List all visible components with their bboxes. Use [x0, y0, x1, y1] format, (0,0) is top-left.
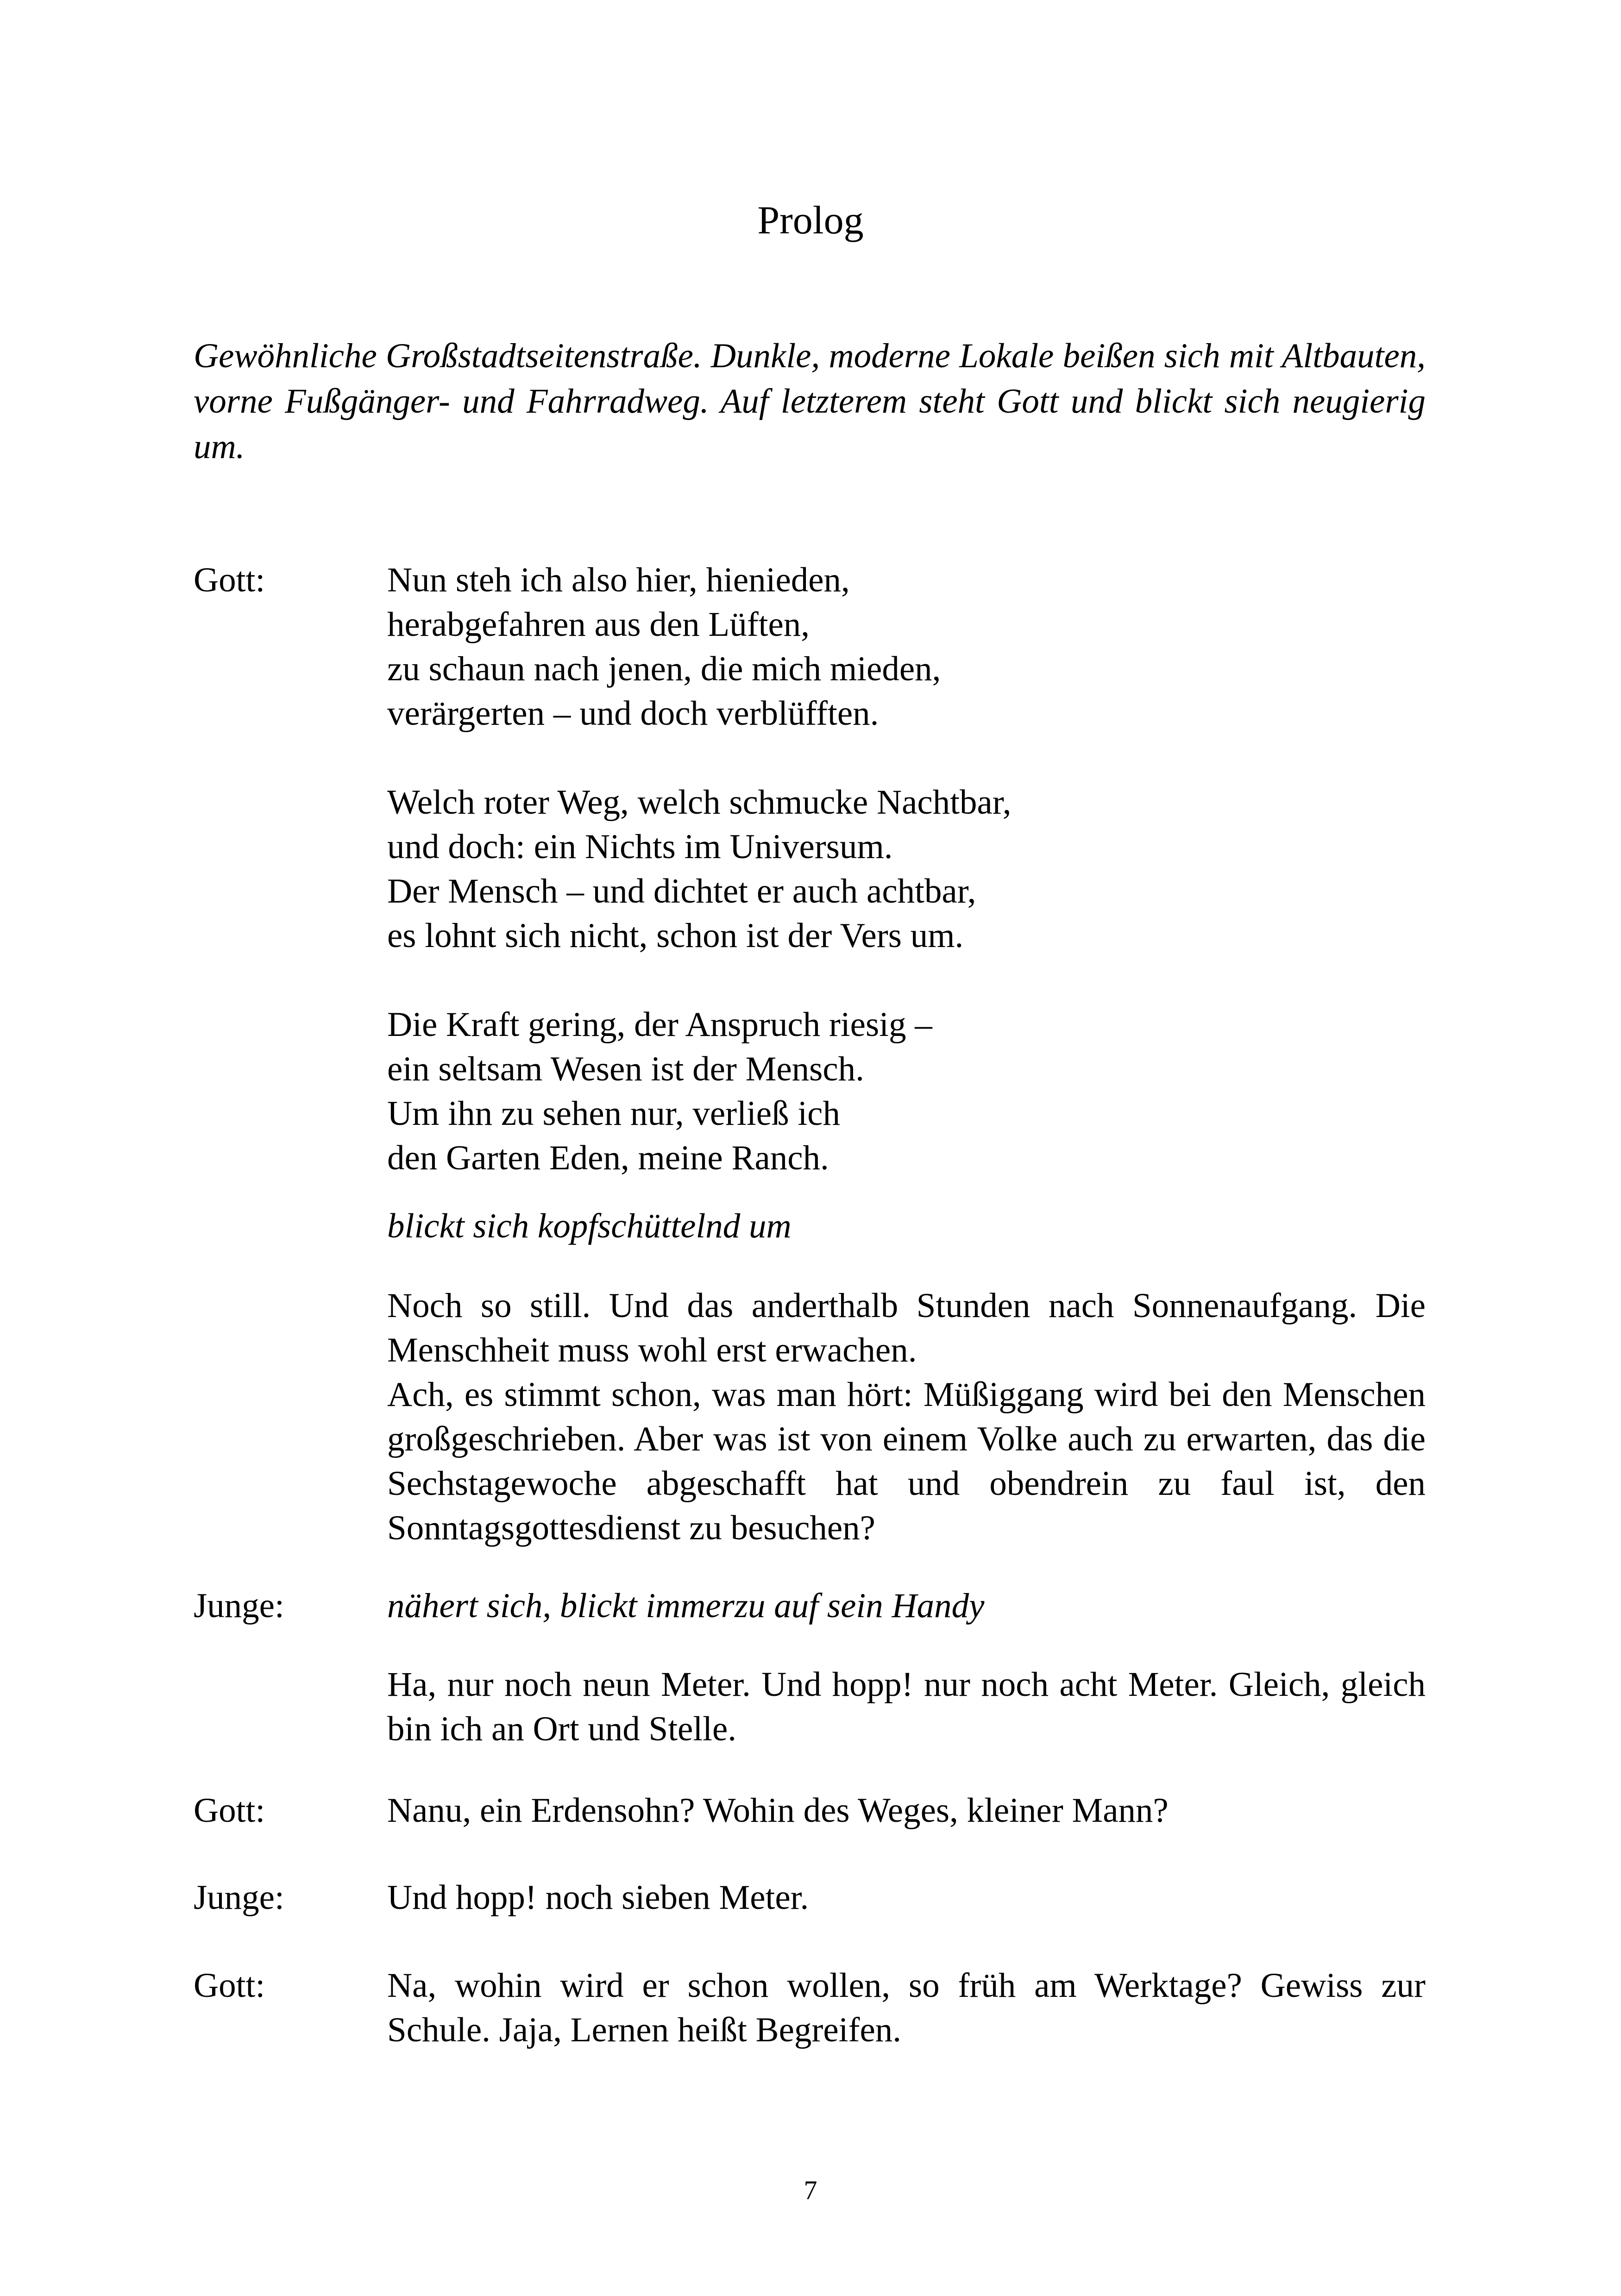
prose-paragraph: Noch so still. Und das anderthalb Stunden nach Sonnenaufgang. Die Menschheit muss wohl erst erwachen.: [387, 1286, 1426, 1369]
speech-text: Und hopp! noch sieben Meter.: [387, 1878, 809, 1917]
stage-direction-inline: blickt sich kopfschüttelnd um: [387, 1207, 792, 1245]
speech-text: [387, 1964, 1426, 2052]
speaker-label: Junge:: [194, 1587, 284, 1625]
speaker-label: Gott:: [194, 561, 265, 599]
opening-stage-direction: Gewöhnliche Großstadtseitenstraße. Dunkle, moderne Lokale beißen sich mit Altbauten, vorne Fußgänger- und Fahrradweg. Auf letzterem steht Gott und blickt sich neugierig um.: [194, 337, 1426, 466]
verse-block: [387, 558, 1426, 1180]
speech-text: Nanu, ein Erdensohn? Wohin des Weges, kleiner Mann?: [387, 1791, 1169, 1830]
stanza: [387, 1003, 1426, 1180]
stage-direction-inline: nähert sich, blickt immerzu auf sein Handy: [387, 1587, 985, 1625]
speech-text: [387, 1662, 1426, 1751]
speech-prose-block: [387, 1284, 1426, 1550]
verse-line: verärgerten – und doch verblüfften.: [387, 694, 879, 733]
verse-line: und doch: ein Nichts im Universum.: [387, 828, 893, 866]
verse-line: Um ihn zu sehen nur, verließ ich: [387, 1094, 840, 1133]
stanza: [387, 780, 1426, 958]
verse-line: den Garten Eden, meine Ranch.: [387, 1139, 829, 1177]
verse-line: herabgefahren aus den Lüften,: [387, 605, 810, 644]
verse-line: es lohnt sich nicht, schon ist der Vers um.: [387, 916, 964, 955]
verse-line: ein seltsam Wesen ist der Mensch.: [387, 1050, 864, 1088]
verse-line: Der Mensch – und dichtet er auch achtbar,: [387, 872, 976, 910]
stanza: [387, 558, 1426, 736]
speaker-label: Junge:: [194, 1878, 284, 1917]
prose-paragraph: Na, wohin wird er schon wollen, so früh am Werktage? Gewiss zur Schule. Jaja, Lernen heißt Begreifen.: [387, 1966, 1426, 2049]
page-number: 7: [804, 2175, 817, 2205]
prose-paragraph: Ach, es stimmt schon, was man hört: Müßiggang wird bei den Menschen großgeschrieben. Aber was ist von einem Volke auch zu erwarten, das die Sechstagewoche abgeschafft hat und obendrein zu faul ist, den Sonntagsgottesdienst zu besuchen?: [387, 1375, 1426, 1547]
verse-line: Die Kraft gering, der Anspruch riesig –: [387, 1005, 932, 1044]
speaker-label: Gott:: [194, 1791, 265, 1830]
speaker-label: Gott:: [194, 1966, 265, 2005]
page-title: Prolog: [757, 198, 864, 242]
verse-line: zu schaun nach jenen, die mich mieden,: [387, 650, 941, 688]
verse-line: Nun steh ich also hier, hienieden,: [387, 561, 850, 599]
prose-paragraph: Ha, nur noch neun Meter. Und hopp! nur noch acht Meter. Gleich, gleich bin ich an Ort und Stelle.: [387, 1665, 1426, 1748]
verse-line: Welch roter Weg, welch schmucke Nachtbar,: [387, 783, 1012, 822]
